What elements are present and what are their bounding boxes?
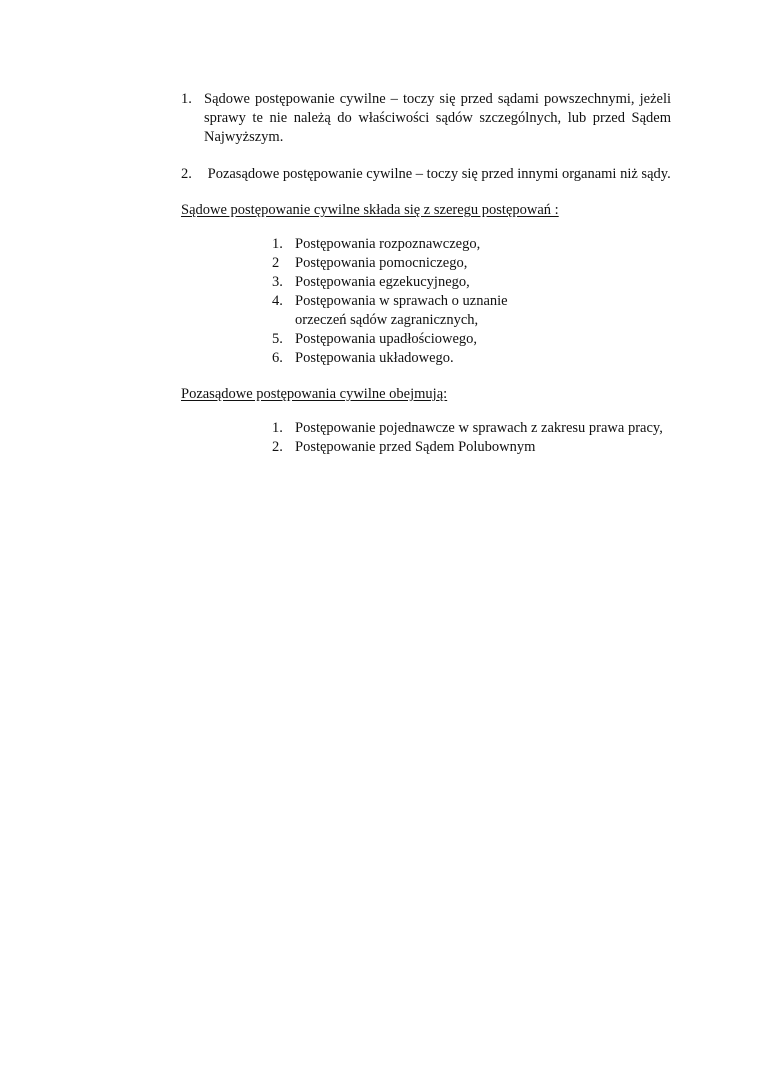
list-item <box>272 273 552 292</box>
list-text: Postępowania rozpoznawczego, <box>295 236 481 252</box>
list-item <box>272 235 552 254</box>
list-text: Postępowanie pojednawcze w sprawach z zakresu prawa pracy, <box>295 420 663 436</box>
list-text: Postępowania pomocniczego, <box>295 255 468 271</box>
main-list <box>181 90 671 184</box>
section-heading-judicial: Sądowe postępowanie cywilne składa się z szeregu postępowań : <box>181 202 559 218</box>
list-item <box>272 349 552 368</box>
list-text: Postępowania egzekucyjnego, <box>295 274 470 290</box>
list-number: 1. <box>272 236 283 252</box>
list-text: Postępowania układowego. <box>295 350 454 366</box>
list-item <box>272 330 552 349</box>
list-item <box>272 292 552 330</box>
list-number: 2. <box>181 166 192 182</box>
list-number: 5. <box>272 331 283 347</box>
list-text: Postępowania upadłościowego, <box>295 331 478 347</box>
list-number: 2. <box>272 439 283 455</box>
list-text: Postępowania w sprawach o uznanie orzeczeń sądów zagranicznych, <box>295 293 508 328</box>
list-item <box>272 419 671 438</box>
judicial-proceedings-list <box>181 235 552 368</box>
list-number: 3. <box>272 274 283 290</box>
list-item <box>272 438 671 457</box>
list-number: 1. <box>272 420 283 436</box>
extrajudicial-proceedings-list <box>181 419 671 457</box>
main-list-item <box>181 90 671 147</box>
list-text: Sądowe postępowanie cywilne – toczy się przed sądami powszechnymi, jeżeli sprawy te nie należą do właściwości sądów szczególnych, lub przed Sądem Najwyższym. <box>204 91 671 145</box>
section-heading-extrajudicial: Pozasądowe postępowania cywilne obejmują: <box>181 386 448 402</box>
list-number: 1. <box>181 91 192 107</box>
list-text: Pozasądowe postępowanie cywilne – toczy się przed innymi organami niż sądy. <box>204 166 671 182</box>
document-content <box>181 90 671 457</box>
list-number: 6. <box>272 350 283 366</box>
list-text: Postępowanie przed Sądem Polubownym <box>295 439 536 455</box>
list-number: 2 <box>272 255 280 271</box>
list-number: 4. <box>272 293 283 309</box>
list-item <box>272 254 552 273</box>
main-list-item <box>181 165 671 184</box>
